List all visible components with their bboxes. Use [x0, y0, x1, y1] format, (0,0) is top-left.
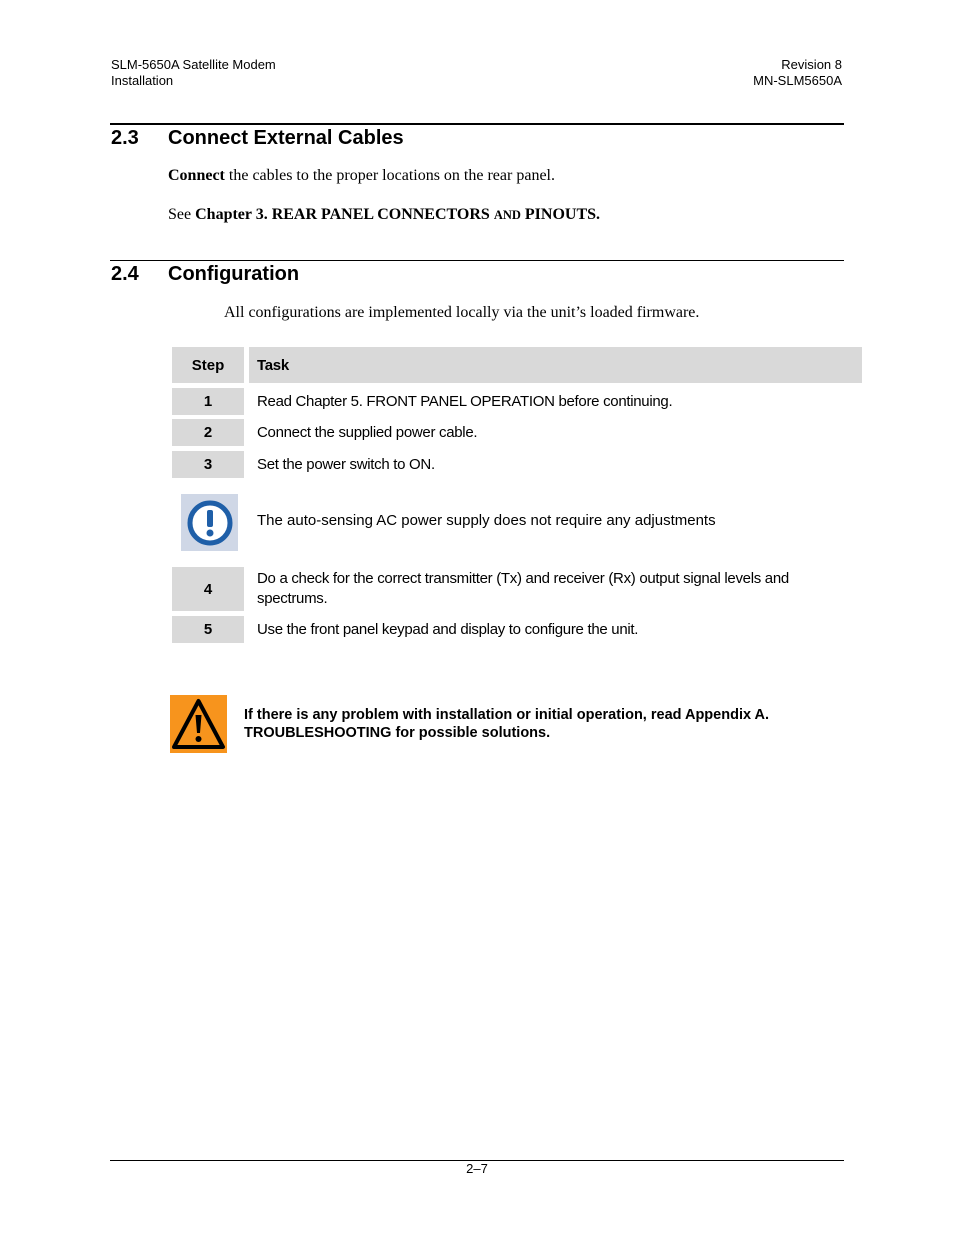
intro-paragraph: All configurations are implemented locally via the unit’s loaded firmware. [224, 304, 700, 321]
section-rule [110, 260, 844, 261]
step-task: Set the power switch to ON. [257, 456, 435, 473]
header-doc-number: MN-SLM5650A [753, 73, 842, 88]
warning-note: If there is any problem with installation or initial operation, read Appendix A. TROUBLESHOOTING for possible solutions. [244, 707, 770, 741]
section-heading-2-3 [111, 127, 404, 150]
paragraph-text: the cables to the proper locations on the rear panel. [224, 167, 555, 184]
step-number: 3 [172, 451, 244, 478]
reference-link-part: Chapter 3. REAR PANEL CONNECTORS [195, 206, 494, 223]
header-chapter: Installation [111, 73, 174, 88]
step-task: Use the front panel keypad and display to configure the unit. [257, 621, 639, 638]
bold-verb: Connect [168, 167, 225, 184]
table-header-step: Step [172, 347, 244, 383]
step-number: 2 [172, 419, 244, 446]
warning-triangle-icon [170, 695, 227, 753]
header-doc-title: SLM-5650A Satellite Modem [111, 57, 276, 72]
section-rule [110, 123, 844, 125]
step-number: 5 [172, 616, 244, 643]
paragraph [168, 167, 555, 185]
section-title: Configuration [168, 263, 300, 285]
section-title: Connect External Cables [168, 127, 404, 149]
caution-note: The auto-sensing AC power supply does not require any adjustments [257, 512, 716, 529]
cross-reference [168, 206, 600, 224]
table-header-task: Task [249, 347, 862, 383]
section-heading-2-4 [111, 263, 299, 286]
page-number: 2–7 [466, 1161, 488, 1176]
page-header-left [111, 57, 276, 89]
step-number: 4 [172, 567, 244, 611]
step-number: 1 [172, 388, 244, 415]
section-number: 2.4 [111, 263, 139, 285]
header-revision: Revision 8 [781, 57, 842, 72]
step-task: Connect the supplied power cable. [257, 424, 478, 441]
step-task: Do a check for the correct transmitter (Tx) and receiver (Rx) output signal levels and spectrums. [257, 570, 789, 607]
page-header-right [753, 57, 842, 89]
see-text: See [168, 206, 196, 223]
section-number: 2.3 [111, 127, 139, 149]
exclamation-circle-icon [181, 494, 238, 551]
reference-link-part: PINOUTS. [520, 206, 601, 223]
reference-small-caps: AND [493, 208, 521, 222]
step-task: Read Chapter 5. FRONT PANEL OPERATION before continuing. [257, 393, 673, 410]
